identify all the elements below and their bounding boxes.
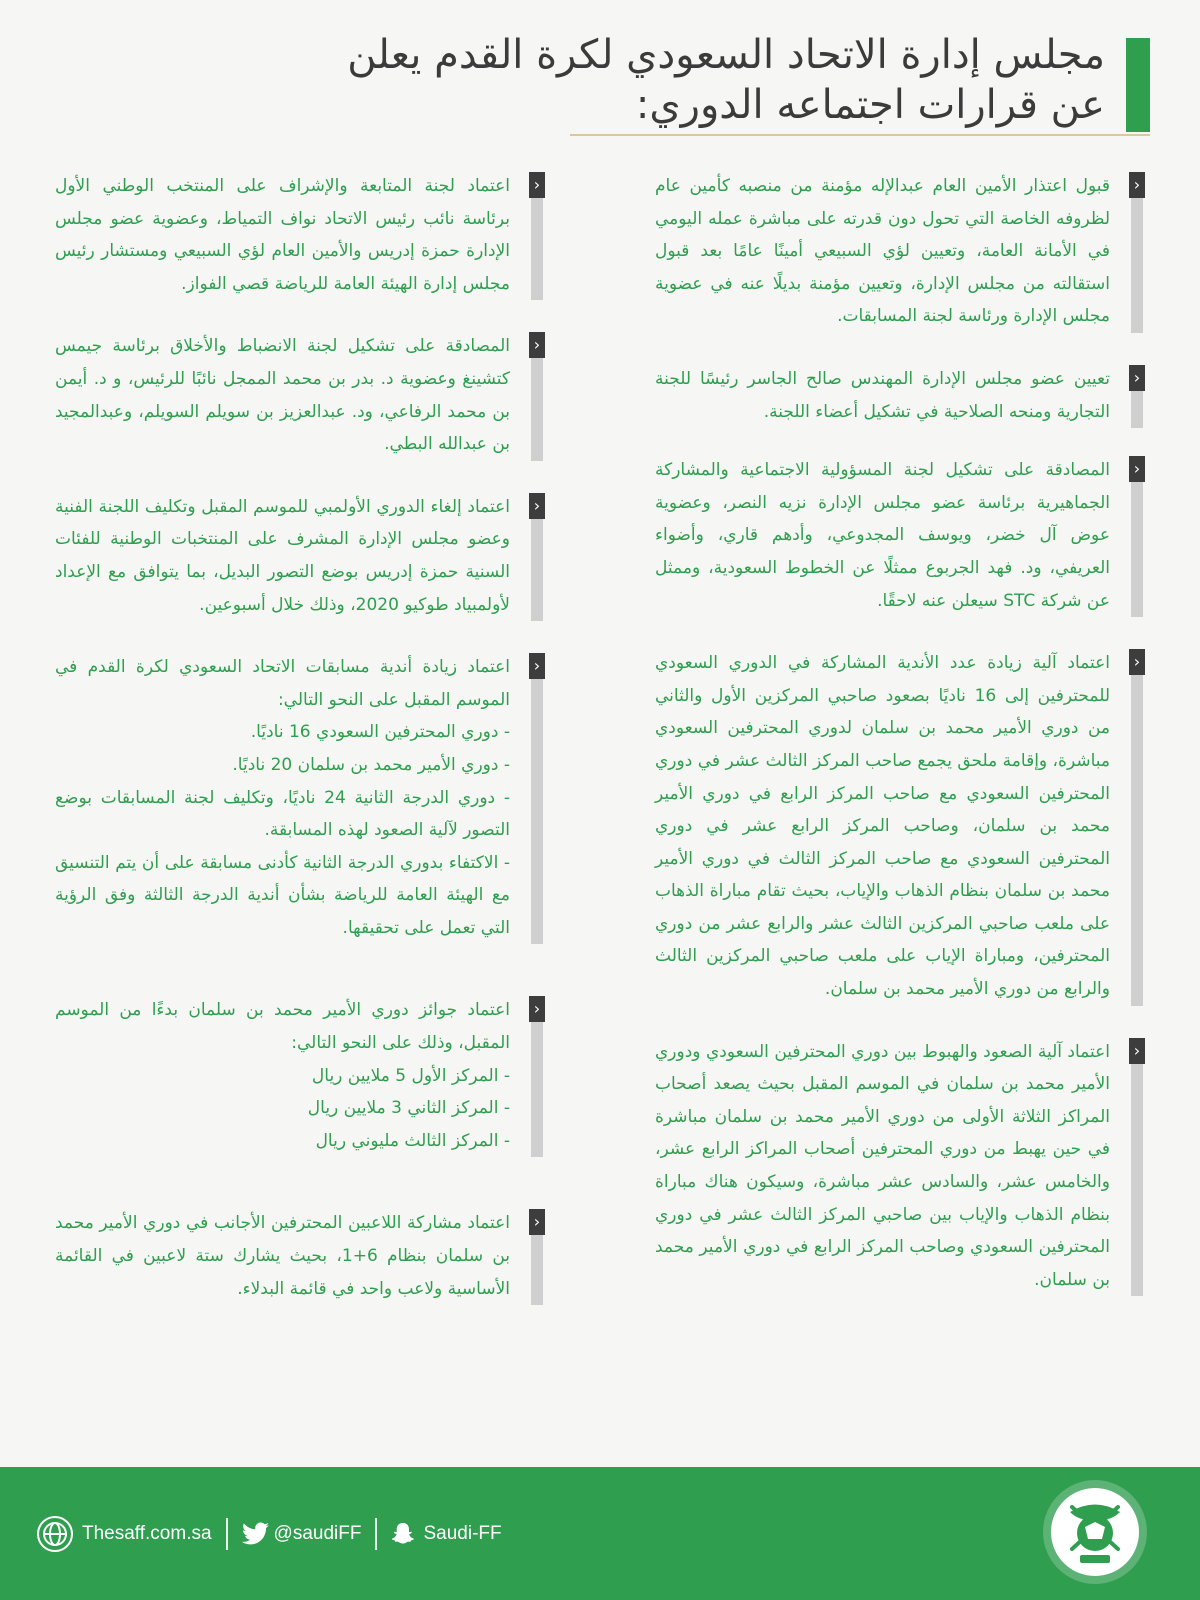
- snapchat-icon: [391, 1522, 415, 1546]
- chevron-left-icon: ‹: [529, 996, 545, 1022]
- decision-text: اعتماد زيادة أندية مسابقات الاتحاد السعودي لكرة القدم في الموسم المقبل على النحو التالي: - دوري المحترفين السعودي 16 ناديًا. - دوري الأمير محمد بن سلمان 20 ناديًا. - دوري الدرجة الثانية 24 ناديًا، وتكليف لجنة المسابقات بوضع التصور لآلية الصعود لهذه المسابقة. - الاكتفاء بدوري الدرجة الثانية كأدنى مسابقة على أن يتم التنسيق مع الهيئة العامة للرياضة بشأن أندية الدرجة الثالثة وفق الرؤية التي تعمل على تحقيقها.: [55, 657, 510, 938]
- saff-logo: [1040, 1477, 1150, 1587]
- website-link[interactable]: [36, 1515, 212, 1553]
- decision-item: [655, 363, 1145, 428]
- decision-item: [655, 1036, 1145, 1297]
- chevron-left-icon: ‹: [529, 332, 545, 358]
- item-side-bar: [531, 1022, 543, 1157]
- decision-text: المصادقة على تشكيل لجنة المسؤولية الاجتماعية والمشاركة الجماهيرية برئاسة عضو مجلس الإدارة نزيه النصر، وعضوية عوض آل خضر، ويوسف المجدوعي، وأدهم قاري، وأضواء العريفي، ود. فهد الجربوع ممثلًا عن الخطوط السعودية، وممثل عن شركة STC سيعلن عنه لاحقًا.: [655, 460, 1110, 611]
- decisions-column-right: [655, 170, 1145, 1296]
- decision-text: اعتماد آلية الصعود والهبوط بين دوري المحترفين السعودي ودوري الأمير محمد بن سلمان في الموسم المقبل بحيث يصعد أصحاب المراكز الثلاثة الأولى من دوري الأمير محمد بن سلمان مباشرة في حين يهبط من دوري المحترفين أصحاب المراكز الرابع عشر، والخامس عشر، والسادس عشر مباشرة، وسيكون هناك مباراة بنظام الذهاب والإياب بين صاحبي المركز الثالث عشر في دوري المحترفين السعودي وصاحب المركز الرابع في دوري الأمير محمد بن سلمان.: [655, 1041, 1110, 1290]
- globe-icon: [36, 1515, 74, 1553]
- social-links: [36, 1514, 502, 1554]
- decision-text: اعتماد جوائز دوري الأمير محمد بن سلمان بدءًا من الموسم المقبل، وذلك على النحو التالي: - المركز الأول 5 ملايين ريال - المركز الثاني 3 ملايين ريال - المركز الثالث مليوني ريال: [55, 1000, 510, 1151]
- snapchat-handle: Saudi-FF: [423, 1523, 502, 1544]
- chevron-left-icon: ‹: [1129, 1038, 1145, 1064]
- decision-item: [655, 170, 1145, 333]
- decision-text: تعيين عضو مجلس الإدارة المهندس صالح الجاسر رئيسًا للجنة التجارية ومنحه الصلاحية في تشكيل أعضاء اللجنة.: [655, 368, 1110, 422]
- footer-divider: [375, 1518, 377, 1550]
- title-divider: [570, 134, 1150, 136]
- header: [50, 30, 1150, 140]
- item-side-bar: [1131, 675, 1143, 1006]
- decision-item: [55, 651, 545, 944]
- item-side-bar: [531, 198, 543, 300]
- header-accent-bar: [1126, 38, 1150, 132]
- item-side-bar: [531, 358, 543, 460]
- decision-item: [655, 647, 1145, 1006]
- item-side-bar: [1131, 1064, 1143, 1297]
- item-side-bar: [1131, 482, 1143, 617]
- chevron-left-icon: ‹: [529, 1209, 545, 1235]
- twitter-handle: @saudiFF: [273, 1523, 362, 1544]
- chevron-left-icon: ‹: [1129, 456, 1145, 482]
- decision-item: [55, 491, 545, 621]
- item-side-bar: [531, 679, 543, 944]
- decision-item: [55, 170, 545, 300]
- twitter-icon: [242, 1522, 270, 1546]
- decision-item: [55, 994, 545, 1157]
- decision-text: اعتماد لجنة المتابعة والإشراف على المنتخب الوطني الأول برئاسة نائب رئيس الاتحاد نواف التمياط، وعضوية عضو مجلس الإدارة حمزة إدريس والأمين العام لؤي السبيعي ومستشار رئيس مجلس إدارة الهيئة العامة للرياضة قصي الفواز.: [55, 176, 510, 294]
- snapchat-link[interactable]: [391, 1522, 501, 1546]
- chevron-left-icon: ‹: [529, 653, 545, 679]
- chevron-left-icon: ‹: [529, 172, 545, 198]
- item-side-bar: [1131, 198, 1143, 333]
- chevron-left-icon: ‹: [529, 493, 545, 519]
- decisions-column-left: [55, 170, 545, 1305]
- twitter-link[interactable]: [242, 1522, 362, 1546]
- decision-text: المصادقة على تشكيل لجنة الانضباط والأخلاق برئاسة جيمس كتشينغ وعضوية د. بدر بن محمد الممجل نائبًا للرئيس، و د. أيمن بن محمد الرفاعي، ود. عبدالعزيز بن سويلم السويلم، وعبدالمجيد بن عبدالله البطي.: [55, 336, 510, 455]
- chevron-left-icon: ‹: [1129, 649, 1145, 675]
- page-title: مجلس إدارة الاتحاد السعودي لكرة القدم يعلن عن قرارات اجتماعه الدوري:: [347, 32, 1105, 128]
- decision-text: اعتماد إلغاء الدوري الأولمبي للموسم المقبل وتكليف اللجنة الفنية وعضو مجلس الإدارة المشرف على المنتخبات الوطنية للفئات السنية حمزة إدريس بوضع التصور البديل، بما يتوافق مع الإعداد لأولمبياد طوكيو 2020، وذلك خلال أسبوعين.: [55, 496, 510, 615]
- item-side-bar: [531, 1235, 543, 1305]
- decision-item: [55, 330, 545, 460]
- decision-item: [55, 1207, 545, 1305]
- footer-divider: [226, 1518, 228, 1550]
- item-side-bar: [1131, 391, 1143, 428]
- chevron-left-icon: ‹: [1129, 172, 1145, 198]
- website-text: Thesaff.com.sa: [82, 1523, 212, 1544]
- footer: [0, 1467, 1200, 1600]
- decision-text: اعتماد آلية زيادة عدد الأندية المشاركة في الدوري السعودي للمحترفين إلى 16 ناديًا بصعود صاحبي المركزين الأول والثاني من دوري الأمير محمد بن سلمان لدوري المحترفين السعودي مباشرة، وإقامة ملحق يجمع صاحب المركز الثالث عشر في دوري المحترفين السعودي مع صاحب المركز الرابع في دوري الأمير محمد بن سلمان، وصاحب المركز الرابع عشر في دوري المحترفين السعودي مع صاحب المركز الثالث في دوري الأمير محمد بن سلمان بنظام الذهاب والإياب، بحيث تقام مباراة الذهاب على ملعب صاحبي المركزين الثالث عشر والرابع عشر من دوري المحترفين، ومباراة الإياب على ملعب صاحبي المركزين الثالث والرابع من دوري الأمير محمد بن سلمان.: [655, 653, 1110, 1000]
- chevron-left-icon: ‹: [1129, 365, 1145, 391]
- decision-text: اعتماد مشاركة اللاعبين المحترفين الأجانب في دوري الأمير محمد بن سلمان بنظام 6+1، بحيث يشارك ستة لاعبين في القائمة الأساسية ولاعب واحد في قائمة البدلاء.: [55, 1213, 510, 1299]
- decision-text: قبول اعتذار الأمين العام عبدالإله مؤمنة من منصبه كأمين عام لظروفه الخاصة التي تحول دون قدرته على مباشرة عمله اليومي في الأمانة العامة، وتعيين لؤي السبيعي أمينًا عامًا بعد قبول استقالته من مجلس الإدارة، وتعيين مؤمنة بديلًا عنه في عضوية مجلس الإدارة ورئاسة لجنة المسابقات.: [655, 176, 1110, 327]
- item-side-bar: [531, 519, 543, 621]
- decision-item: [655, 454, 1145, 617]
